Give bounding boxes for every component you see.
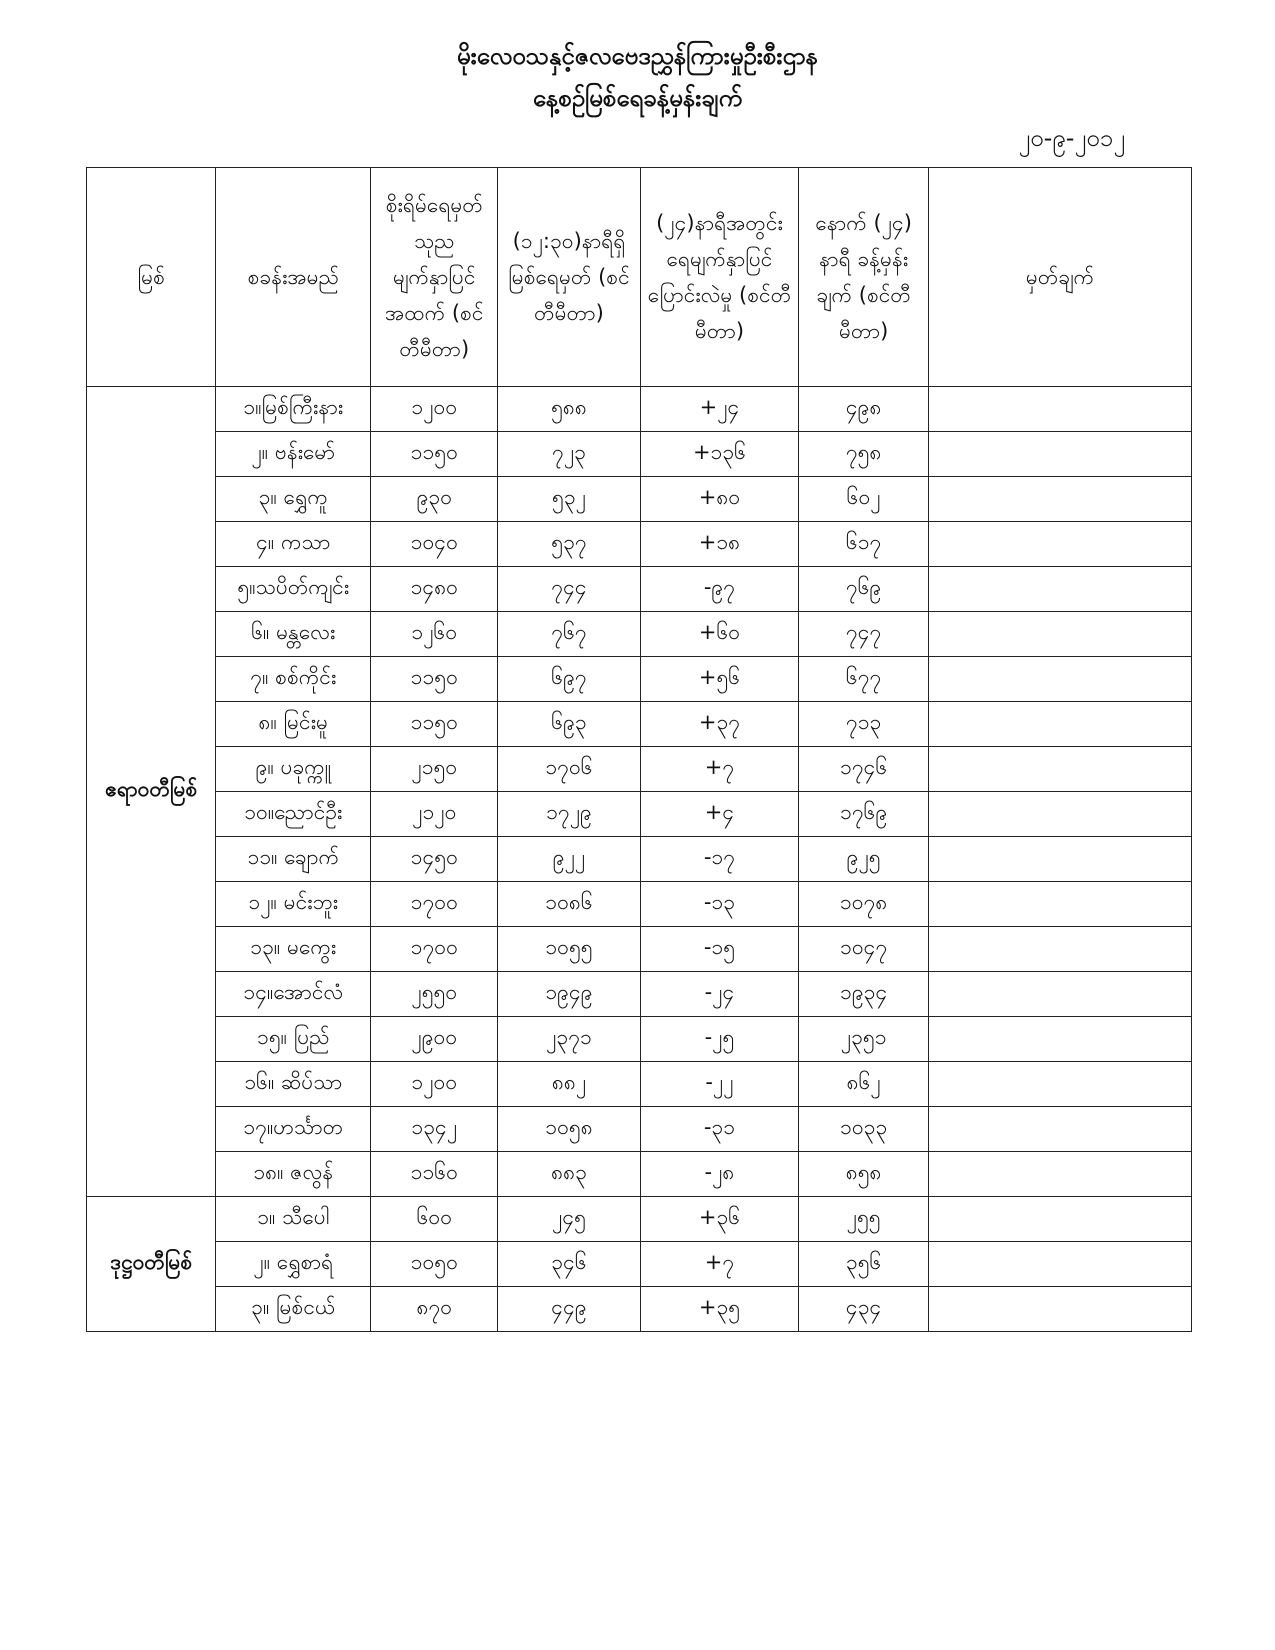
change-cell: +၁၃၆: [640, 432, 799, 477]
table-row: [87, 567, 1192, 612]
remark-cell: [928, 477, 1191, 522]
remark-cell: [928, 1017, 1191, 1062]
forecast-cell: ၂၅၅: [799, 1197, 928, 1242]
station-cell: ၁၈။ ဇလွန်: [216, 1152, 371, 1197]
remark-cell: [928, 882, 1191, 927]
danger-level-cell: ၂၉၀၀: [371, 1017, 498, 1062]
danger-level-cell: ၁၇၀၀: [371, 882, 498, 927]
forecast-cell: ၁၀၄၇: [799, 927, 928, 972]
forecast-cell: ၇၆၉: [799, 567, 928, 612]
current-level-cell: ၁၇၀၆: [498, 747, 640, 792]
current-level-cell: ၅၈၈: [498, 387, 640, 432]
col-header-station: စခန်းအမည်: [216, 168, 371, 387]
change-cell: -၁၃: [640, 882, 799, 927]
change-cell: -၂၄: [640, 972, 799, 1017]
current-level-cell: ၂၄၅: [498, 1197, 640, 1242]
danger-level-cell: ၁၁၅၀: [371, 702, 498, 747]
station-cell: ၁၄။အောင်လံ: [216, 972, 371, 1017]
table-row: [87, 1287, 1192, 1332]
danger-level-cell: ၁၀၅၀: [371, 1242, 498, 1287]
remark-cell: [928, 1107, 1191, 1152]
current-level-cell: ၈၈၂: [498, 1062, 640, 1107]
table-row: [87, 432, 1192, 477]
forecast-cell: ၁၉၃၄: [799, 972, 928, 1017]
table-row: [87, 1017, 1192, 1062]
forecast-cell: ၄၃၄: [799, 1287, 928, 1332]
forecast-cell: ၆၀၂: [799, 477, 928, 522]
forecast-cell: ၁၇၄၆: [799, 747, 928, 792]
page-title: မိုးလေဝသနှင့်ဇလဗေဒညွှန်ကြားမှုဦးစီးဌာန: [456, 42, 819, 70]
col-header-forecast: နောက် (၂၄) နာရီ ခန့်မှန်းချက် (စင်တီမီတာ): [799, 168, 928, 387]
current-level-cell: ၅၃၂: [498, 477, 640, 522]
change-cell: -၂၅: [640, 1017, 799, 1062]
forecast-cell: ၇၄၇: [799, 612, 928, 657]
station-cell: ၁။ သီပေါ: [216, 1197, 371, 1242]
change-cell: -၃၁: [640, 1107, 799, 1152]
table-row: [87, 837, 1192, 882]
station-cell: ၈။ မြင်းမူ: [216, 702, 371, 747]
station-cell: ၁၇။ဟင်္သာတ: [216, 1107, 371, 1152]
table-row: [87, 747, 1192, 792]
remark-cell: [928, 1197, 1191, 1242]
remark-cell: [928, 747, 1191, 792]
col-header-danger-level: စိုးရိမ်ရေမှတ် သုည မျက်နှာပြင် အထက် (စင်တီမီတာ): [371, 168, 498, 387]
current-level-cell: ၁၀၈၆: [498, 882, 640, 927]
current-level-cell: ၄၄၉: [498, 1287, 640, 1332]
header-row: [87, 168, 1192, 387]
danger-level-cell: ၁၇၀၀: [371, 927, 498, 972]
station-cell: ၄။ ကသာ: [216, 522, 371, 567]
danger-level-cell: ၁၄၅၀: [371, 837, 498, 882]
table-row: [87, 927, 1192, 972]
forecast-cell: ၇၁၃: [799, 702, 928, 747]
change-cell: +၇: [640, 1242, 799, 1287]
danger-level-cell: ၁၀၄၀: [371, 522, 498, 567]
danger-level-cell: ၆၀၀: [371, 1197, 498, 1242]
station-cell: ၁၀။ညောင်ဦး: [216, 792, 371, 837]
change-cell: -၁၇: [640, 837, 799, 882]
change-cell: +၇: [640, 747, 799, 792]
col-header-change: (၂၄)နာရီအတွင်း ရေမျက်နှာပြင် ပြောင်းလဲမှု (စင်တီမီတာ): [640, 168, 799, 387]
danger-level-cell: ၂၁၂၀: [371, 792, 498, 837]
current-level-cell: ၅၃၇: [498, 522, 640, 567]
current-level-cell: ၈၈၃: [498, 1152, 640, 1197]
danger-level-cell: ၁၃၄၂: [371, 1107, 498, 1152]
table-row: [87, 1242, 1192, 1287]
current-level-cell: ၁၇၂၉: [498, 792, 640, 837]
remark-cell: [928, 792, 1191, 837]
change-cell: -၉၇: [640, 567, 799, 612]
danger-level-cell: ၁၁၆၀: [371, 1152, 498, 1197]
current-level-cell: ၁၀၅၅: [498, 927, 640, 972]
station-cell: ၁။မြစ်ကြီးနား: [216, 387, 371, 432]
station-cell: ၁၂။ မင်းဘူး: [216, 882, 371, 927]
station-cell: ၁၆။ ဆိပ်သာ: [216, 1062, 371, 1107]
page-subtitle: နေ့စဉ်မြစ်ရေခန့်မှန်းချက်: [532, 84, 743, 112]
change-cell: +၅၆: [640, 657, 799, 702]
forecast-cell: ၃၅၆: [799, 1242, 928, 1287]
remark-cell: [928, 1242, 1191, 1287]
table-row: [87, 522, 1192, 567]
table-row: [87, 882, 1192, 927]
river-name-cell: ဒုဋ္ဌဝတီမြစ်: [87, 1197, 216, 1332]
change-cell: +၃၅: [640, 1287, 799, 1332]
remark-cell: [928, 657, 1191, 702]
change-cell: -၁၅: [640, 927, 799, 972]
danger-level-cell: ၁၂၀၀: [371, 387, 498, 432]
remark-cell: [928, 702, 1191, 747]
station-cell: ၃။ ရွှေကူ: [216, 477, 371, 522]
remark-cell: [928, 522, 1191, 567]
remark-cell: [928, 1152, 1191, 1197]
station-cell: ၁၁။ ချောက်: [216, 837, 371, 882]
forecast-cell: ၈၆၂: [799, 1062, 928, 1107]
remark-cell: [928, 1287, 1191, 1332]
forecast-cell: ၆၁၇: [799, 522, 928, 567]
forecast-cell: ၈၅၈: [799, 1152, 928, 1197]
table-row: [87, 657, 1192, 702]
forecast-cell: ၁၀၃၃: [799, 1107, 928, 1152]
station-cell: ၃။ မြစ်ငယ်: [216, 1287, 371, 1332]
change-cell: +၃၆: [640, 1197, 799, 1242]
table-row: [87, 1107, 1192, 1152]
danger-level-cell: ၂၅၅၀: [371, 972, 498, 1017]
current-level-cell: ၆၉၃: [498, 702, 640, 747]
current-level-cell: ၉၂၂: [498, 837, 640, 882]
remark-cell: [928, 567, 1191, 612]
danger-level-cell: ၁၁၅၀: [371, 432, 498, 477]
current-level-cell: ၇၆၇: [498, 612, 640, 657]
forecast-cell: ၉၂၅: [799, 837, 928, 882]
station-cell: ၇။ စစ်ကိုင်း: [216, 657, 371, 702]
station-cell: ၂။ ဗန်းမော်: [216, 432, 371, 477]
remark-cell: [928, 972, 1191, 1017]
river-name-cell: ဧရာဝတီမြစ်: [87, 387, 216, 1197]
table-row: [87, 1152, 1192, 1197]
forecast-cell: ၇၅၈: [799, 432, 928, 477]
change-cell: +၄: [640, 792, 799, 837]
table-row: [87, 972, 1192, 1017]
danger-level-cell: ၁၂၆၀: [371, 612, 498, 657]
change-cell: +၁၈: [640, 522, 799, 567]
remark-cell: [928, 612, 1191, 657]
table-row: [87, 612, 1192, 657]
report-date: ၂၀-၉-၂၀၁၂: [1018, 124, 1125, 152]
station-cell: ၁၃။ မကွေး: [216, 927, 371, 972]
change-cell: +၆၀: [640, 612, 799, 657]
remark-cell: [928, 1062, 1191, 1107]
danger-level-cell: ၁၄၈၀: [371, 567, 498, 612]
col-header-river: မြစ်: [87, 168, 216, 387]
danger-level-cell: ၂၁၅၀: [371, 747, 498, 792]
station-cell: ၂။ ရွှေစာရံ: [216, 1242, 371, 1287]
forecast-cell: ၄၉၈: [799, 387, 928, 432]
col-header-current-level: (၁၂:၃၀)နာရီရှိ မြစ်ရေမှတ် (စင်တီမီတာ): [498, 168, 640, 387]
current-level-cell: ၇၄၄: [498, 567, 640, 612]
danger-level-cell: ၁၂၀၀: [371, 1062, 498, 1107]
change-cell: -၂၈: [640, 1152, 799, 1197]
table-row: [87, 387, 1192, 432]
forecast-cell: ၆၇၇: [799, 657, 928, 702]
forecast-cell: ၁၇၆၉: [799, 792, 928, 837]
table-row: [87, 702, 1192, 747]
current-level-cell: ၁၉၄၉: [498, 972, 640, 1017]
remark-cell: [928, 387, 1191, 432]
table-row: [87, 792, 1192, 837]
remark-cell: [928, 432, 1191, 477]
change-cell: +၃၇: [640, 702, 799, 747]
remark-cell: [928, 837, 1191, 882]
danger-level-cell: ၉၃၀: [371, 477, 498, 522]
col-header-remark: မှတ်ချက်: [928, 168, 1191, 387]
remark-cell: [928, 927, 1191, 972]
change-cell: -၂၂: [640, 1062, 799, 1107]
forecast-table: [86, 167, 1192, 1332]
current-level-cell: ၁၀၅၈: [498, 1107, 640, 1152]
change-cell: +၈၀: [640, 477, 799, 522]
current-level-cell: ၂၃၇၁: [498, 1017, 640, 1062]
forecast-cell: ၂၃၅၁: [799, 1017, 928, 1062]
current-level-cell: ၆၉၇: [498, 657, 640, 702]
danger-level-cell: ၁၁၅၀: [371, 657, 498, 702]
table-row: [87, 1197, 1192, 1242]
forecast-cell: ၁၀၇၈: [799, 882, 928, 927]
table-row: [87, 1062, 1192, 1107]
current-level-cell: ၃၄၆: [498, 1242, 640, 1287]
station-cell: ၅။သပိတ်ကျင်း: [216, 567, 371, 612]
current-level-cell: ၇၂၃: [498, 432, 640, 477]
station-cell: ၉။ ပခုက္ကူ: [216, 747, 371, 792]
station-cell: ၁၅။ ပြည်: [216, 1017, 371, 1062]
table-row: [87, 477, 1192, 522]
table-body: [87, 387, 1192, 1332]
danger-level-cell: ၈၇၀: [371, 1287, 498, 1332]
station-cell: ၆။ မန္တလေး: [216, 612, 371, 657]
change-cell: +၂၄: [640, 387, 799, 432]
